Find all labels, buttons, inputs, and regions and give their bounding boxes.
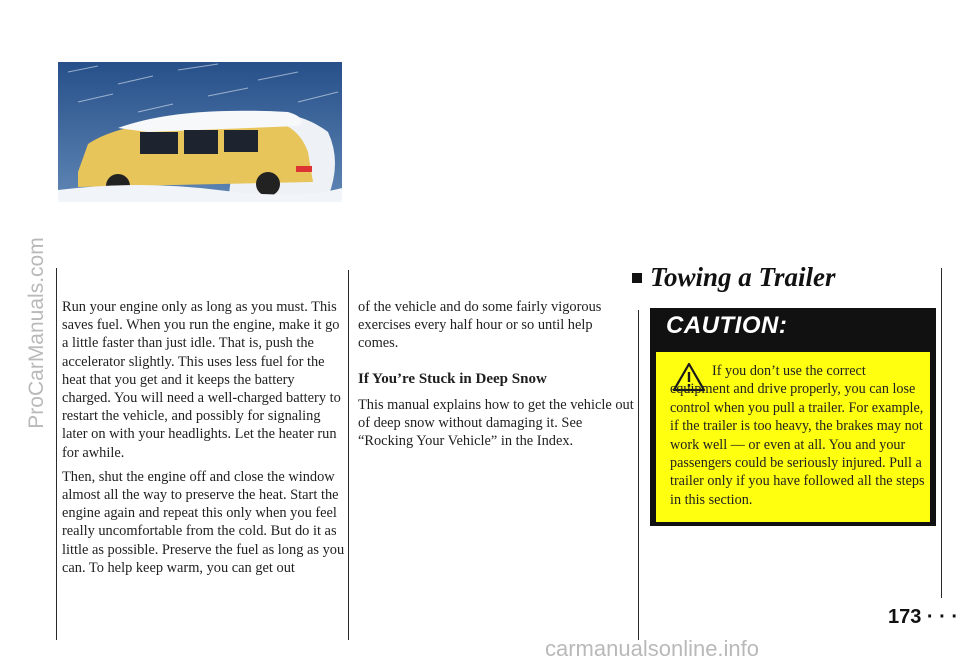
column-rule-left [56, 268, 57, 640]
caution-text [670, 362, 926, 509]
bottom-watermark: carmanualsonline.info [545, 636, 760, 661]
section-bullet [632, 273, 642, 283]
snow-car-photo [58, 62, 342, 202]
paragraph-shut-engine: Then, shut the engine off and close the window almost all the way to preserve the heat. Start the engine again and repeat this only when you feel really uncomfortable from the cold. But do it as little as possible. Preserve the fuel as long as you can. To help keep warm, you can get out [62, 468, 345, 576]
column-rule-middle [348, 270, 349, 640]
paragraph-idle-engine: Run your engine only as long as you must. This saves fuel. When you run the engine, make it go a little faster than just idle. That is, push the accelerator slightly. This uses less fuel for the heat that you get and it keeps the battery charged. You will need a well-charged battery to restart the vehicle, and possibly for signaling later on with your headlights. Let the heater run for awhile. [62, 299, 341, 461]
column-1 [62, 298, 346, 583]
column-2-continuation: of the vehicle and do some fairly vigorous exercises every half hour or so until help comes. [358, 299, 602, 352]
caution-label: CAUTION: [666, 312, 788, 339]
side-watermark: ProCarManuals.com [25, 237, 48, 429]
page-number: 173 · · · [888, 606, 959, 628]
column-2-paragraph: This manual explains how to get the vehicle out of deep snow without damaging it. See “Rocking Your Vehicle” in the Index. [358, 397, 634, 450]
column-rule-right-outer [941, 268, 942, 598]
column-rule-right-inner [638, 310, 639, 640]
caution-body: If you don’t use the correct equipment and drive properly, you can lose control when you pull a trailer. For example, if the trailer is too heavy, the brakes may not work well — or even at all. You and your passengers could be seriously injured. Pull a trailer only if you have followed all the steps in this section. [670, 363, 925, 508]
section-title: Towing a Trailer [650, 262, 836, 292]
stuck-in-snow-heading: If You’re Stuck in Deep Snow [358, 371, 547, 387]
